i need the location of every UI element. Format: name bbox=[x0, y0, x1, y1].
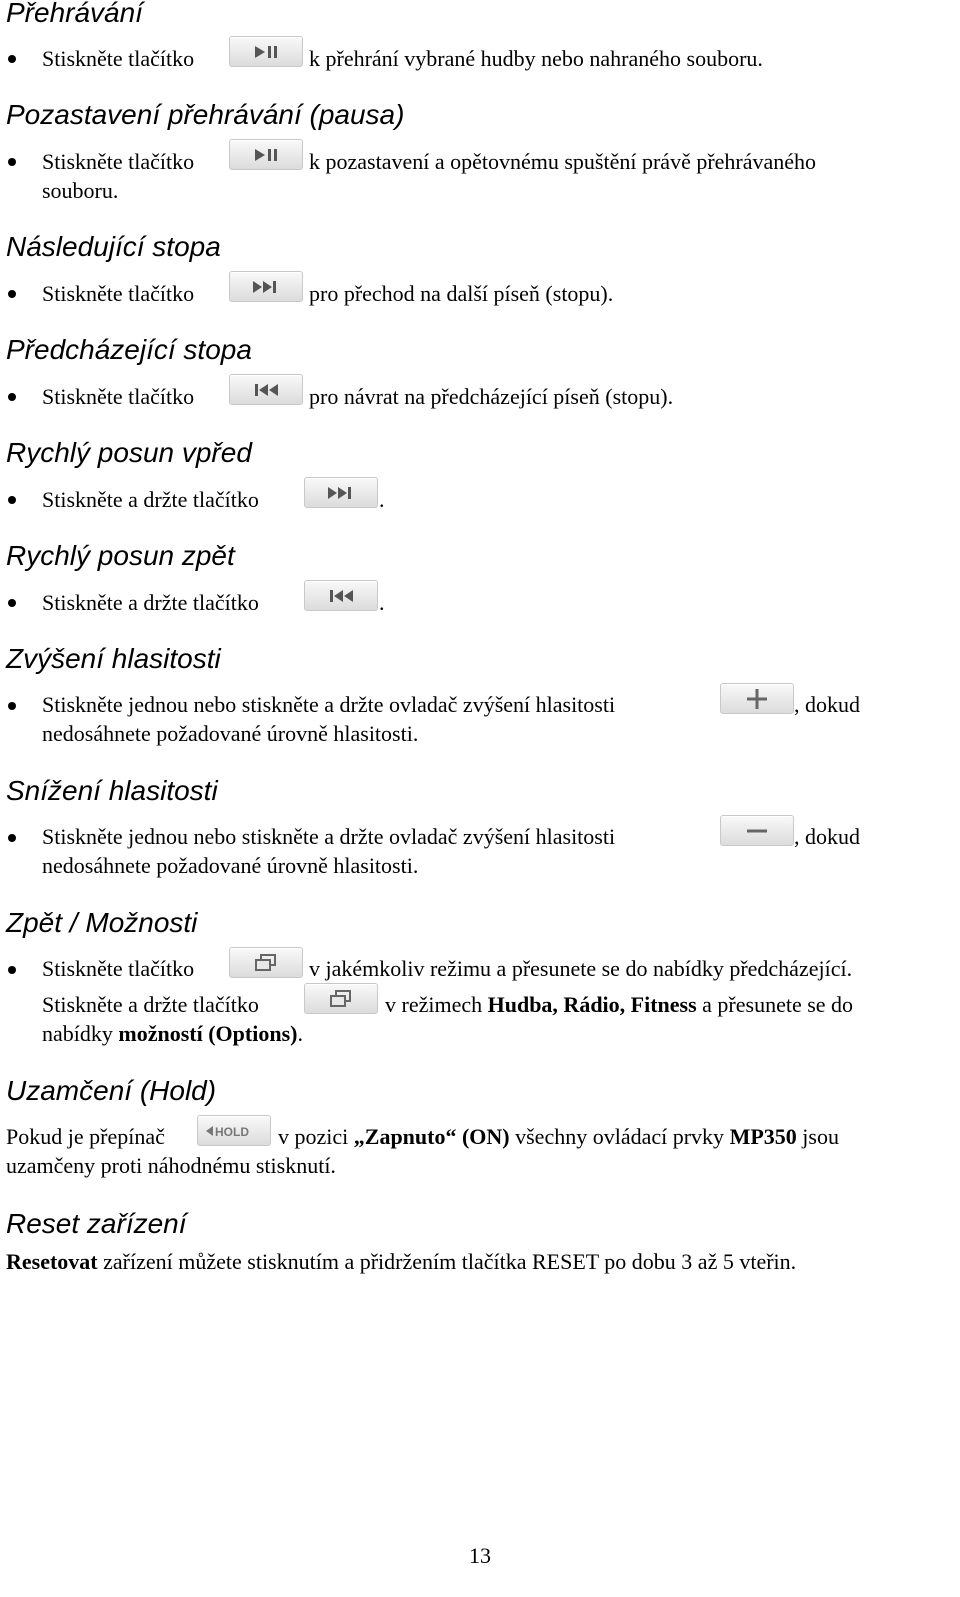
back-text-line3: nabídky možností (Options). bbox=[42, 1021, 303, 1046]
play-pause-icon bbox=[229, 139, 303, 170]
hold-switch-label: HOLD bbox=[215, 1124, 249, 1139]
bullet bbox=[8, 55, 16, 63]
voldown-text-post: , dokud bbox=[794, 824, 860, 849]
hold-text-post: v pozici „Zapnuto“ (ON) všechny ovládací prvky MP350 jsou bbox=[278, 1124, 839, 1149]
heading-fast-forward: Rychlý posun vpřed bbox=[6, 437, 252, 468]
next-text-post: pro přechod na další píseň (stopu). bbox=[309, 281, 614, 306]
heading-rewind: Rychlý posun zpět bbox=[6, 540, 235, 571]
play-text-pre: Stiskněte tlačítko bbox=[42, 46, 195, 71]
ff-text-pre: Stiskněte a držte tlačítko bbox=[42, 487, 259, 512]
bullet bbox=[8, 966, 16, 974]
back-text-pre2: Stiskněte a držte tlačítko bbox=[42, 992, 259, 1017]
fast-forward-icon bbox=[304, 477, 378, 508]
pause-text-post: k pozastavení a opětovnému spuštění právě přehrávaného bbox=[309, 149, 817, 174]
page-number: 13 bbox=[469, 1543, 491, 1568]
voldown-text-line2: nedosáhnete požadované úrovně hlasitosti. bbox=[42, 853, 419, 878]
prev-text-pre: Stiskněte tlačítko bbox=[42, 384, 195, 409]
minus-icon bbox=[720, 815, 794, 846]
pause-text-pre: Stiskněte tlačítko bbox=[42, 149, 195, 174]
heading-volume-up: Zvýšení hlasitosti bbox=[6, 643, 221, 674]
plus-icon bbox=[720, 683, 794, 714]
hold-text-pre: Pokud je přepínač bbox=[6, 1124, 165, 1149]
bullet bbox=[8, 496, 16, 504]
bullet bbox=[8, 158, 16, 166]
back-text-post: v jakémkoliv režimu a přesunete se do nabídky předcházející. bbox=[309, 956, 853, 981]
play-pause-icon bbox=[229, 36, 303, 67]
play-text-post: k přehrání vybrané hudby nebo nahraného souboru. bbox=[309, 46, 763, 71]
back-options-icon bbox=[229, 947, 303, 978]
back-text-pre: Stiskněte tlačítko bbox=[42, 956, 195, 981]
heading-reset: Reset zařízení bbox=[6, 1208, 187, 1239]
bullet bbox=[8, 834, 16, 842]
bullet bbox=[8, 393, 16, 401]
heading-next: Následující stopa bbox=[6, 231, 221, 262]
bullet bbox=[8, 702, 16, 710]
bullet bbox=[8, 599, 16, 607]
rewind-icon bbox=[304, 580, 378, 611]
next-track-icon bbox=[229, 271, 303, 302]
heading-volume-down: Snížení hlasitosti bbox=[6, 775, 218, 806]
volup-text-pre: Stiskněte jednou nebo stiskněte a držte ovladač zvýšení hlasitosti bbox=[42, 692, 616, 717]
voldown-text-pre: Stiskněte jednou nebo stiskněte a držte ovladač zvýšení hlasitosti bbox=[42, 824, 616, 849]
heading-hold: Uzamčení (Hold) bbox=[6, 1075, 217, 1106]
heading-prev: Předcházející stopa bbox=[6, 334, 252, 365]
bullet bbox=[8, 290, 16, 298]
pause-text-line2: souboru. bbox=[42, 178, 119, 203]
previous-track-icon bbox=[229, 374, 303, 405]
rew-text-pre: Stiskněte a držte tlačítko bbox=[42, 590, 259, 615]
next-text-pre: Stiskněte tlačítko bbox=[42, 281, 195, 306]
volup-text-line2: nedosáhnete požadované úrovně hlasitosti. bbox=[42, 721, 419, 746]
heading-play: Přehrávání bbox=[6, 0, 143, 28]
back-text-post2: v režimech Hudba, Rádio, Fitness a přesunete se do bbox=[385, 992, 854, 1017]
volup-text-post: , dokud bbox=[794, 692, 860, 717]
back-options-icon bbox=[304, 983, 378, 1014]
hold-switch-icon bbox=[197, 1115, 271, 1146]
ff-text-post: . bbox=[379, 487, 385, 512]
reset-text: Resetovat zařízení můžete stisknutím a přidržením tlačítka RESET po dobu 3 až 5 vteřin. bbox=[6, 1249, 797, 1274]
prev-text-post: pro návrat na předcházející píseň (stopu). bbox=[309, 384, 674, 409]
heading-pause: Pozastavení přehrávání (pausa) bbox=[6, 99, 405, 130]
rew-text-post: . bbox=[379, 590, 385, 615]
hold-text-line2: uzamčeny proti náhodnému stisknutí. bbox=[6, 1153, 336, 1178]
heading-back-options: Zpět / Možnosti bbox=[6, 907, 198, 938]
